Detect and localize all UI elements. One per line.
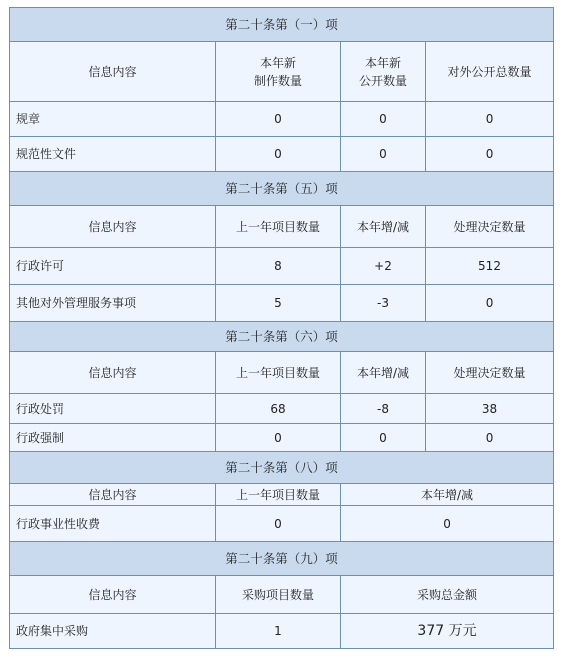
cell-value: 0 xyxy=(216,102,341,137)
section-header-row xyxy=(10,172,554,206)
column-header-new-published xyxy=(341,42,426,102)
column-header-prev-year-count: 上一年项目数量 xyxy=(216,484,341,506)
column-header-change: 本年增/减 xyxy=(341,352,426,394)
section-header-row xyxy=(10,8,554,42)
cell-value: 512 xyxy=(426,248,554,285)
table-row xyxy=(10,424,554,452)
section-title: 第二十条第（一）项 xyxy=(10,8,554,42)
cell-value: 0 xyxy=(426,285,554,322)
cell-value: 1 xyxy=(216,614,341,649)
cell-value: 8 xyxy=(216,248,341,285)
header-line: 本年新 xyxy=(259,55,296,70)
cell-value: 0 xyxy=(426,102,554,137)
row-label: 行政处罚 xyxy=(10,394,216,424)
column-header-purchase-count: 采购项目数量 xyxy=(216,576,341,614)
cell-value: 0 xyxy=(341,137,426,172)
column-header-content: 信息内容 xyxy=(10,42,216,102)
column-header-content: 信息内容 xyxy=(10,352,216,394)
cell-value: -8 xyxy=(341,394,426,424)
cell-value: -3 xyxy=(341,285,426,322)
table-row xyxy=(10,614,554,649)
column-header-change: 本年增/减 xyxy=(341,484,554,506)
row-label: 其他对外管理服务事项 xyxy=(10,285,216,322)
table-row xyxy=(10,285,554,322)
cell-value: 0 xyxy=(216,506,341,542)
column-header-decision-count: 处理决定数量 xyxy=(426,206,554,248)
cell-value: 0 xyxy=(216,424,341,452)
row-label: 规范性文件 xyxy=(10,137,216,172)
row-label: 政府集中采购 xyxy=(10,614,216,649)
row-label: 行政强制 xyxy=(10,424,216,452)
column-header-decision-count: 处理决定数量 xyxy=(426,352,554,394)
cell-value: 68 xyxy=(216,394,341,424)
cell-value: 0 xyxy=(341,102,426,137)
cell-value: 0 xyxy=(426,137,554,172)
column-header-content: 信息内容 xyxy=(10,484,216,506)
table-row xyxy=(10,248,554,285)
disclosure-table-wrapper xyxy=(9,7,553,649)
cell-value: 38 xyxy=(426,394,554,424)
cell-value: 0 xyxy=(216,137,341,172)
cell-value: 5 xyxy=(216,285,341,322)
section-header-row xyxy=(10,322,554,352)
column-header-row xyxy=(10,42,554,102)
table-row xyxy=(10,506,554,542)
column-header-content: 信息内容 xyxy=(10,576,216,614)
section-header-row xyxy=(10,542,554,576)
section-title: 第二十条第（九）项 xyxy=(10,542,554,576)
row-label: 规章 xyxy=(10,102,216,137)
cell-value: 0 xyxy=(341,506,554,542)
column-header-row xyxy=(10,484,554,506)
cell-value: +2 xyxy=(341,248,426,285)
column-header-prev-year-count: 上一年项目数量 xyxy=(216,352,341,394)
header-line: 制作数量 xyxy=(253,73,302,88)
column-header-total-published: 对外公开总数量 xyxy=(426,42,554,102)
section-title: 第二十条第（五）项 xyxy=(10,172,554,206)
cell-value: 0 xyxy=(426,424,554,452)
table-row xyxy=(10,102,554,137)
section-title: 第二十条第（八）项 xyxy=(10,452,554,484)
row-label: 行政事业性收费 xyxy=(10,506,216,542)
column-header-row xyxy=(10,576,554,614)
row-label: 行政许可 xyxy=(10,248,216,285)
column-header-purchase-amount: 采购总金额 xyxy=(341,576,554,614)
header-line: 本年新 xyxy=(364,55,401,70)
table-row xyxy=(10,394,554,424)
column-header-row xyxy=(10,206,554,248)
column-header-change: 本年增/减 xyxy=(341,206,426,248)
column-header-prev-year-count: 上一年项目数量 xyxy=(216,206,341,248)
header-line: 公开数量 xyxy=(358,73,407,88)
column-header-new-made xyxy=(216,42,341,102)
section-title: 第二十条第（六）项 xyxy=(10,322,554,352)
cell-value: 377 万元 xyxy=(341,614,554,649)
cell-value: 0 xyxy=(341,424,426,452)
table-row xyxy=(10,137,554,172)
section-header-row xyxy=(10,452,554,484)
disclosure-table xyxy=(9,7,554,649)
column-header-content: 信息内容 xyxy=(10,206,216,248)
column-header-row xyxy=(10,352,554,394)
